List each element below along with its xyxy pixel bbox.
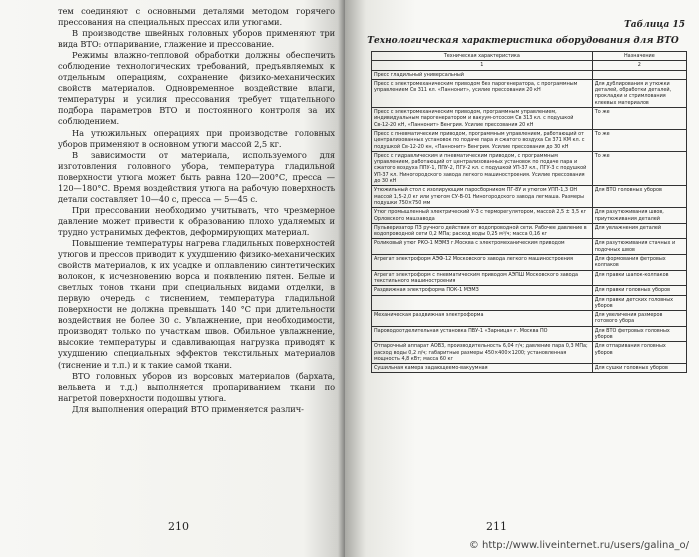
paragraph: При прессовании необходимо учитывать, что чрезмерное давление может привести к образованию плохо удаляемых и трудно устранимых дефектов, деформирующих материал.: [58, 204, 335, 237]
equipment-table: [371, 51, 687, 373]
table-cell: То же: [592, 151, 686, 185]
table-row: [372, 286, 687, 295]
table-cell: Для ВТО головных уборов: [592, 186, 686, 208]
column-number: 2: [592, 61, 686, 70]
paragraph: Повышение температуры нагрева гладильных поверхностей утюгов и прессов приводит к ухудшению физико-механических свойств материалов, к их усадке и оплавлению синтетических волокон, к исчезновению ворса и появлению пятен. Белые и светлых тонов ткани при специальных видами отделки, в первую очередь с тиснением, температура гладильной поверхности не должна превышать 140 °С при длительности воздействия не более 30 с. Увлажнение, при необходимости, производят только по участкам швов. Обильное увлажнение, высокие температуры и сдавливающая нагрузка приводят к ухудшению специальных эффектов текстильных материалов (тиснение и т.п.) и к такие самой ткани.: [58, 237, 335, 370]
table-row: [372, 255, 687, 271]
table-row: [372, 151, 687, 185]
table-row: [372, 186, 687, 208]
table-row: [372, 295, 687, 311]
table-cell: Для разутюживания стачных и подочных швов: [592, 239, 686, 255]
table-row: [372, 342, 687, 364]
table-row: [372, 223, 687, 239]
table-cell: Отпарочный аппарат АОВ3, производительность 6,04 г/ч; давление пара 0,3 МПа; расход воды 0,2 л/ч; габаритные размеры 450×400×1200; установленная мощность 4,8 кВт; масса 60 кг: [372, 342, 593, 364]
table-cell: Для правки шапок-колпаков: [592, 270, 686, 286]
right-page: [345, 0, 699, 557]
table-cell: Раздвижная электроформа ПОК-1 МЭМЗ: [372, 286, 593, 295]
table-row: [372, 311, 687, 327]
table-cell: Для увлажнения деталей: [592, 223, 686, 239]
table-cell: Для дублирования и утюжки деталей, обработки деталей, прокладки и стримлования клеевых материалов: [592, 79, 686, 107]
table-header-number-row: [372, 61, 687, 70]
paragraph: Для выполнения операций ВТО применяется различ-: [72, 403, 304, 414]
table-cell: Пресс с электромеханическим приводом, программным управлением, индивидуальным парогенератором и вакуум-отсосом Св 313 кл. с подушкой Св-12-20 кН, «Паннонит» Венгрия. Усилие прессования 20 кН: [372, 108, 593, 130]
page-number-right: 211: [486, 520, 507, 533]
table-cell: Пресс с электромеханическим приводом без парогенератора, с программным управлением Св 311 кл. «Паннонит», усилие прессования 20 кН: [372, 79, 593, 107]
table-cell: Для правки детских головных уборов: [592, 295, 686, 311]
table-label: Таблица 15: [624, 20, 685, 30]
table-row: [372, 364, 687, 373]
paragraph: В зависимости от материала, используемого для изготовления головного убора, температура гладильной поверхности утюга может быть равна 120—200°С, пресса — 120—180°С. Время воздействия утюга на рабочую поверхность детали составляет 10—40 с, пресса — 5—45 с.: [58, 149, 335, 204]
table-cell: Для ВТО фетровых головных уборов: [592, 326, 686, 342]
table-row: [372, 326, 687, 342]
left-page: [0, 0, 345, 557]
table-cell: Для сушки головных уборов: [592, 364, 686, 373]
table-row: [372, 239, 687, 255]
table-cell: Пароводоотделительная установка ПВУ-1 «Зарница» г. Москва ПО: [372, 326, 593, 342]
table-cell: Пресс с гидравлическим и пневматическим приводом, с программным управлением, работающий от централизованных установок по подаче пара и сжатого воздуха ППУ-1, ППУ-2, ПГУ-2 кл. с подушкой УП-37 кл., ПГУ-3 с подушкой УП-37 кл. Ниногородского завода легкого машиностроения. Усилие прессования до 30 кН: [372, 151, 593, 185]
table-cell: Агрегат электроформ АЭФ-12 Московского завода легкого машиностроения: [372, 255, 593, 271]
table-row: [372, 129, 687, 151]
table-cell: Утюг промышленный электрический У-3 с терморегулятором, массой 2,5 ± 3,5 кг Орловского машзавода: [372, 208, 593, 224]
table-cell: Пресс с пневматическим приводом, программным управлением, работающий от централизованных установок по подаче пара и сжатого воздуха Св 371 КМ кл. с подушкой Св-12-20 кн, «Паннонит» Венгрия. Усилие прессования до 30 кН: [372, 129, 593, 151]
table-row: [372, 70, 687, 79]
table-cell: [592, 70, 686, 79]
paragraph: ВТО головных уборов из ворсовых материалов (бархата, вельвета и т.д.) выполняется пропариванием ткани по нагретой поверхности подошвы утюга.: [58, 370, 335, 403]
table-row: [372, 79, 687, 107]
paragraph: тем соединяют с основными деталями методом горячего прессования на специальных прессах или утюгами.: [58, 6, 335, 28]
table-cell: Утюжильный стол с изолирующим паросборником ПГ-8У и утюгом УПП-1,3 ОН массой 1,5-2,0 кг или утюгом СУ-В-01 Ниногородского завода легмаша. Размеры подушки 750×750 мм: [372, 186, 593, 208]
paragraph: Режимы влажно-тепловой обработки должны обеспечить соблюдение технологических требований, предъявляемых к отдельным операциям, сохранение физико-механических свойств материалов. Одновременное воздействие влаги, температуры и усилия прессования требует тщательного подбора параметров ВТО и постоянного контроля за их соблюдением.: [58, 50, 335, 127]
watermark-url: © http://www.liveinternet.ru/users/galina_o/: [468, 540, 689, 551]
table-cell: [372, 295, 593, 311]
table-title: Технологическая характеристика оборудования для ВТО: [367, 36, 679, 46]
table-row: [372, 108, 687, 130]
column-header: Техническая характеристика: [372, 52, 593, 61]
table-cell: Роликовый утюг РКО-1 МЭМЗ г.Москва с электромеханическим приводом: [372, 239, 593, 255]
table-cell: Для формования фетровых колпаков: [592, 255, 686, 271]
table-cell: Для правки головных уборов: [592, 286, 686, 295]
table-cell: Для разутюживания швов, приутюживания деталей: [592, 208, 686, 224]
table-row: [372, 208, 687, 224]
column-number: 1: [372, 61, 593, 70]
table-cell: Пресс гладильный универсальный: [372, 70, 593, 79]
table-cell: Механическая раздвижная электроформа: [372, 311, 593, 327]
paragraph: На утюжильных операциях при производстве головных уборов применяют в основном утюги массой 2,5 кг.: [58, 127, 335, 149]
table-cell: Для увеличения размеров готового убора: [592, 311, 686, 327]
table-cell: Агрегат электроформ с пневматическим приводом АЭПШ Московского завода текстильного машиностроения: [372, 270, 593, 286]
paragraph: В производстве швейных головных уборов применяют три вида ВТО: отпаривание, глажение и прессование.: [58, 28, 335, 50]
column-header: Назначение: [592, 52, 686, 61]
table-header-row: [372, 52, 687, 61]
table-cell: То же: [592, 129, 686, 151]
table-cell: Сушильная камера задающеемо-вакуумная: [372, 364, 593, 373]
table-cell: Пульверизатор ПЗ ручного действия от водопроводной сети. Рабочее давление в водопроводной сети 0,2 МПа; расход воды 0,25 м³/ч; масса 0,16 кг: [372, 223, 593, 239]
table-cell: То же: [592, 108, 686, 130]
table-row: [372, 270, 687, 286]
table-cell: Для отпаривания головных уборов: [592, 342, 686, 364]
page-number-left: 210: [168, 520, 189, 533]
